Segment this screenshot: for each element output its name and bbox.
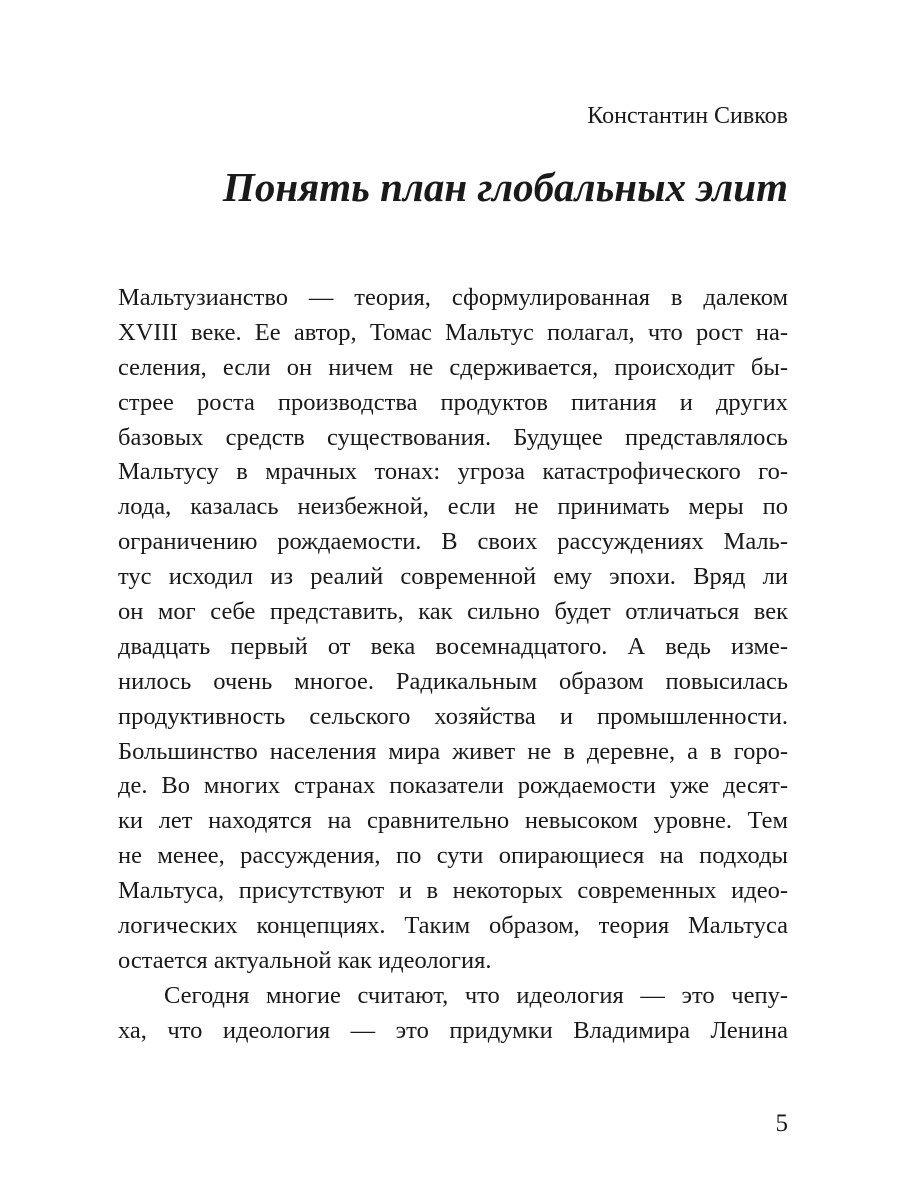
author-name: Константин Сивков <box>587 103 788 129</box>
text-line: двадцать первый от века восемнадцатого. А ведь изме- <box>118 632 788 660</box>
text-line: де. Во многих странах показатели рождаемости уже десят- <box>118 772 788 800</box>
text-line: логических концепциях. Таким образом, теория Мальтуса <box>118 912 788 940</box>
text-line: нилось очень многое. Радикальным образом повысилась <box>118 667 788 695</box>
paragraph-1 <box>118 281 788 979</box>
page-number: 5 <box>775 1110 788 1137</box>
text-line: остается актуальной как идеология. <box>118 946 492 974</box>
text-line: Мальтусу в мрачных тонах: угроза катастрофического го- <box>118 458 788 486</box>
text-line: Большинство населения мира живет не в деревне, а в горо- <box>118 737 788 765</box>
text-line: базовых средств существования. Будущее представлялось <box>118 423 788 451</box>
chapter-title: Понять план глобальных элит <box>222 164 788 210</box>
text-line: лода, казалась неизбежной, если не принимать меры по <box>118 493 788 521</box>
text-line: он мог себе представить, как сильно будет отличаться век <box>118 598 788 626</box>
text-line: Сегодня многие считают, что идеология — это чепу- <box>164 981 788 1009</box>
text-line: тус исходил из реалий современной ему эпохи. Вряд ли <box>118 563 788 591</box>
text-line: не менее, рассуждения, по сути опирающиеся на подходы <box>118 842 788 870</box>
paragraph-2 <box>118 979 788 1049</box>
body-text <box>118 281 788 1049</box>
text-line: ки лет находятся на сравнительно невысоком уровне. Тем <box>118 807 788 835</box>
text-line: Мальтуса, присутствуют и в некоторых современных идео- <box>118 877 788 905</box>
text-line: XVIII веке. Ее автор, Томас Мальтус полагал, что рост на- <box>118 318 788 346</box>
text-line: селения, если он ничем не сдерживается, происходит бы- <box>118 353 788 381</box>
text-line: ха, что идеология — это придумки Владимира Ленина <box>118 1016 788 1044</box>
text-line: Мальтузианство — теория, сформулированная в далеком <box>118 284 788 311</box>
text-line: стрее роста производства продуктов питания и других <box>118 388 788 416</box>
text-line: ограничению рождаемости. В своих рассуждениях Маль- <box>118 528 788 556</box>
text-line: продуктивность сельского хозяйства и промышленности. <box>118 702 788 730</box>
